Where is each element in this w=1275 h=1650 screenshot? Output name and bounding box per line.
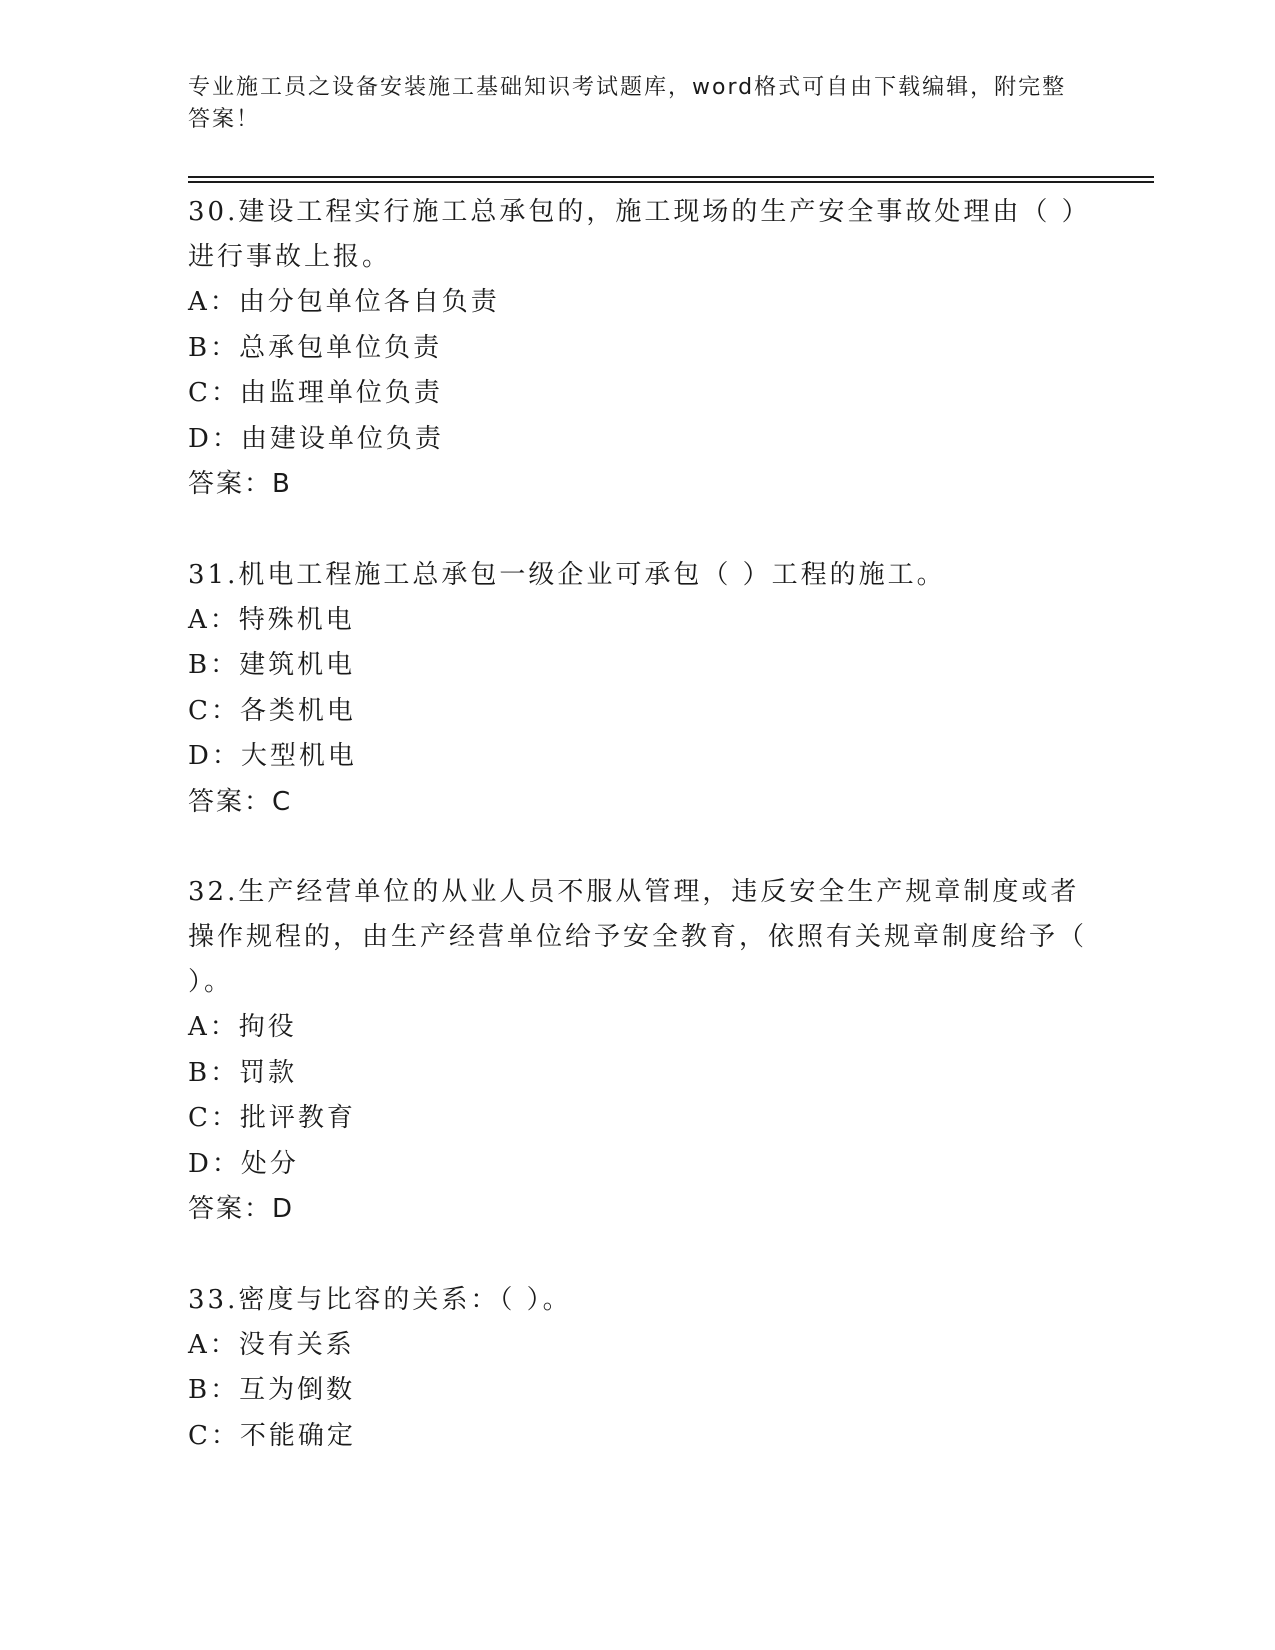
option-b: B：互为倒数: [188, 1375, 356, 1405]
option-c: C：批评教育: [188, 1103, 356, 1133]
answer: 答案：D: [188, 1194, 295, 1224]
option-a: A：没有关系: [188, 1329, 355, 1360]
option-d: D：大型机电: [188, 741, 357, 771]
option-d: D：由建设单位负责: [188, 423, 444, 454]
option-b: B：建筑机电: [188, 650, 356, 680]
option-a: A：特殊机电: [188, 604, 355, 635]
answer: 答案：C: [188, 786, 293, 817]
spacer: [188, 508, 1088, 553]
question-title: 31.机电工程施工总承包一级企业可承包（ ）工程的施工。: [188, 559, 946, 590]
option-b: B：罚款: [188, 1057, 298, 1088]
header-divider-top: [188, 176, 1154, 178]
question-title: 33.密度与比容的关系：（ ）。: [188, 1284, 572, 1315]
header-divider-bottom: [188, 181, 1154, 183]
option-c: C：各类机电: [188, 695, 356, 726]
spacer: [188, 825, 1088, 870]
option-a: A：拘役: [188, 1012, 297, 1042]
option-c: C：不能确定: [188, 1420, 356, 1451]
question-31: [188, 553, 1088, 826]
answer: 答案：B: [188, 469, 292, 499]
question-title: 30.建设工程实行施工总承包的，施工现场的生产安全事故处理由（ ）进行事故上报。: [188, 197, 1078, 272]
option-b: B：总承包单位负责: [188, 332, 443, 363]
question-list: [188, 190, 1088, 1459]
option-d: D：处分: [188, 1148, 299, 1179]
question-30: [188, 190, 1088, 508]
spacer: [188, 1233, 1088, 1278]
option-c: C：由监理单位负责: [188, 378, 443, 408]
document-header: 专业施工员之设备安装施工基础知识考试题库，word格式可自由下载编辑，附完整答案！: [188, 75, 1067, 132]
option-a: A：由分包单位各自负责: [188, 287, 500, 317]
question-title: 32.生产经营单位的从业人员不服从管理，违反安全生产规章制度或者操作规程的，由生产经营单位给予安全教育，依照有关规章制度给予（ ）。: [188, 877, 1088, 997]
question-32: [188, 870, 1088, 1233]
question-33: [188, 1278, 1088, 1460]
